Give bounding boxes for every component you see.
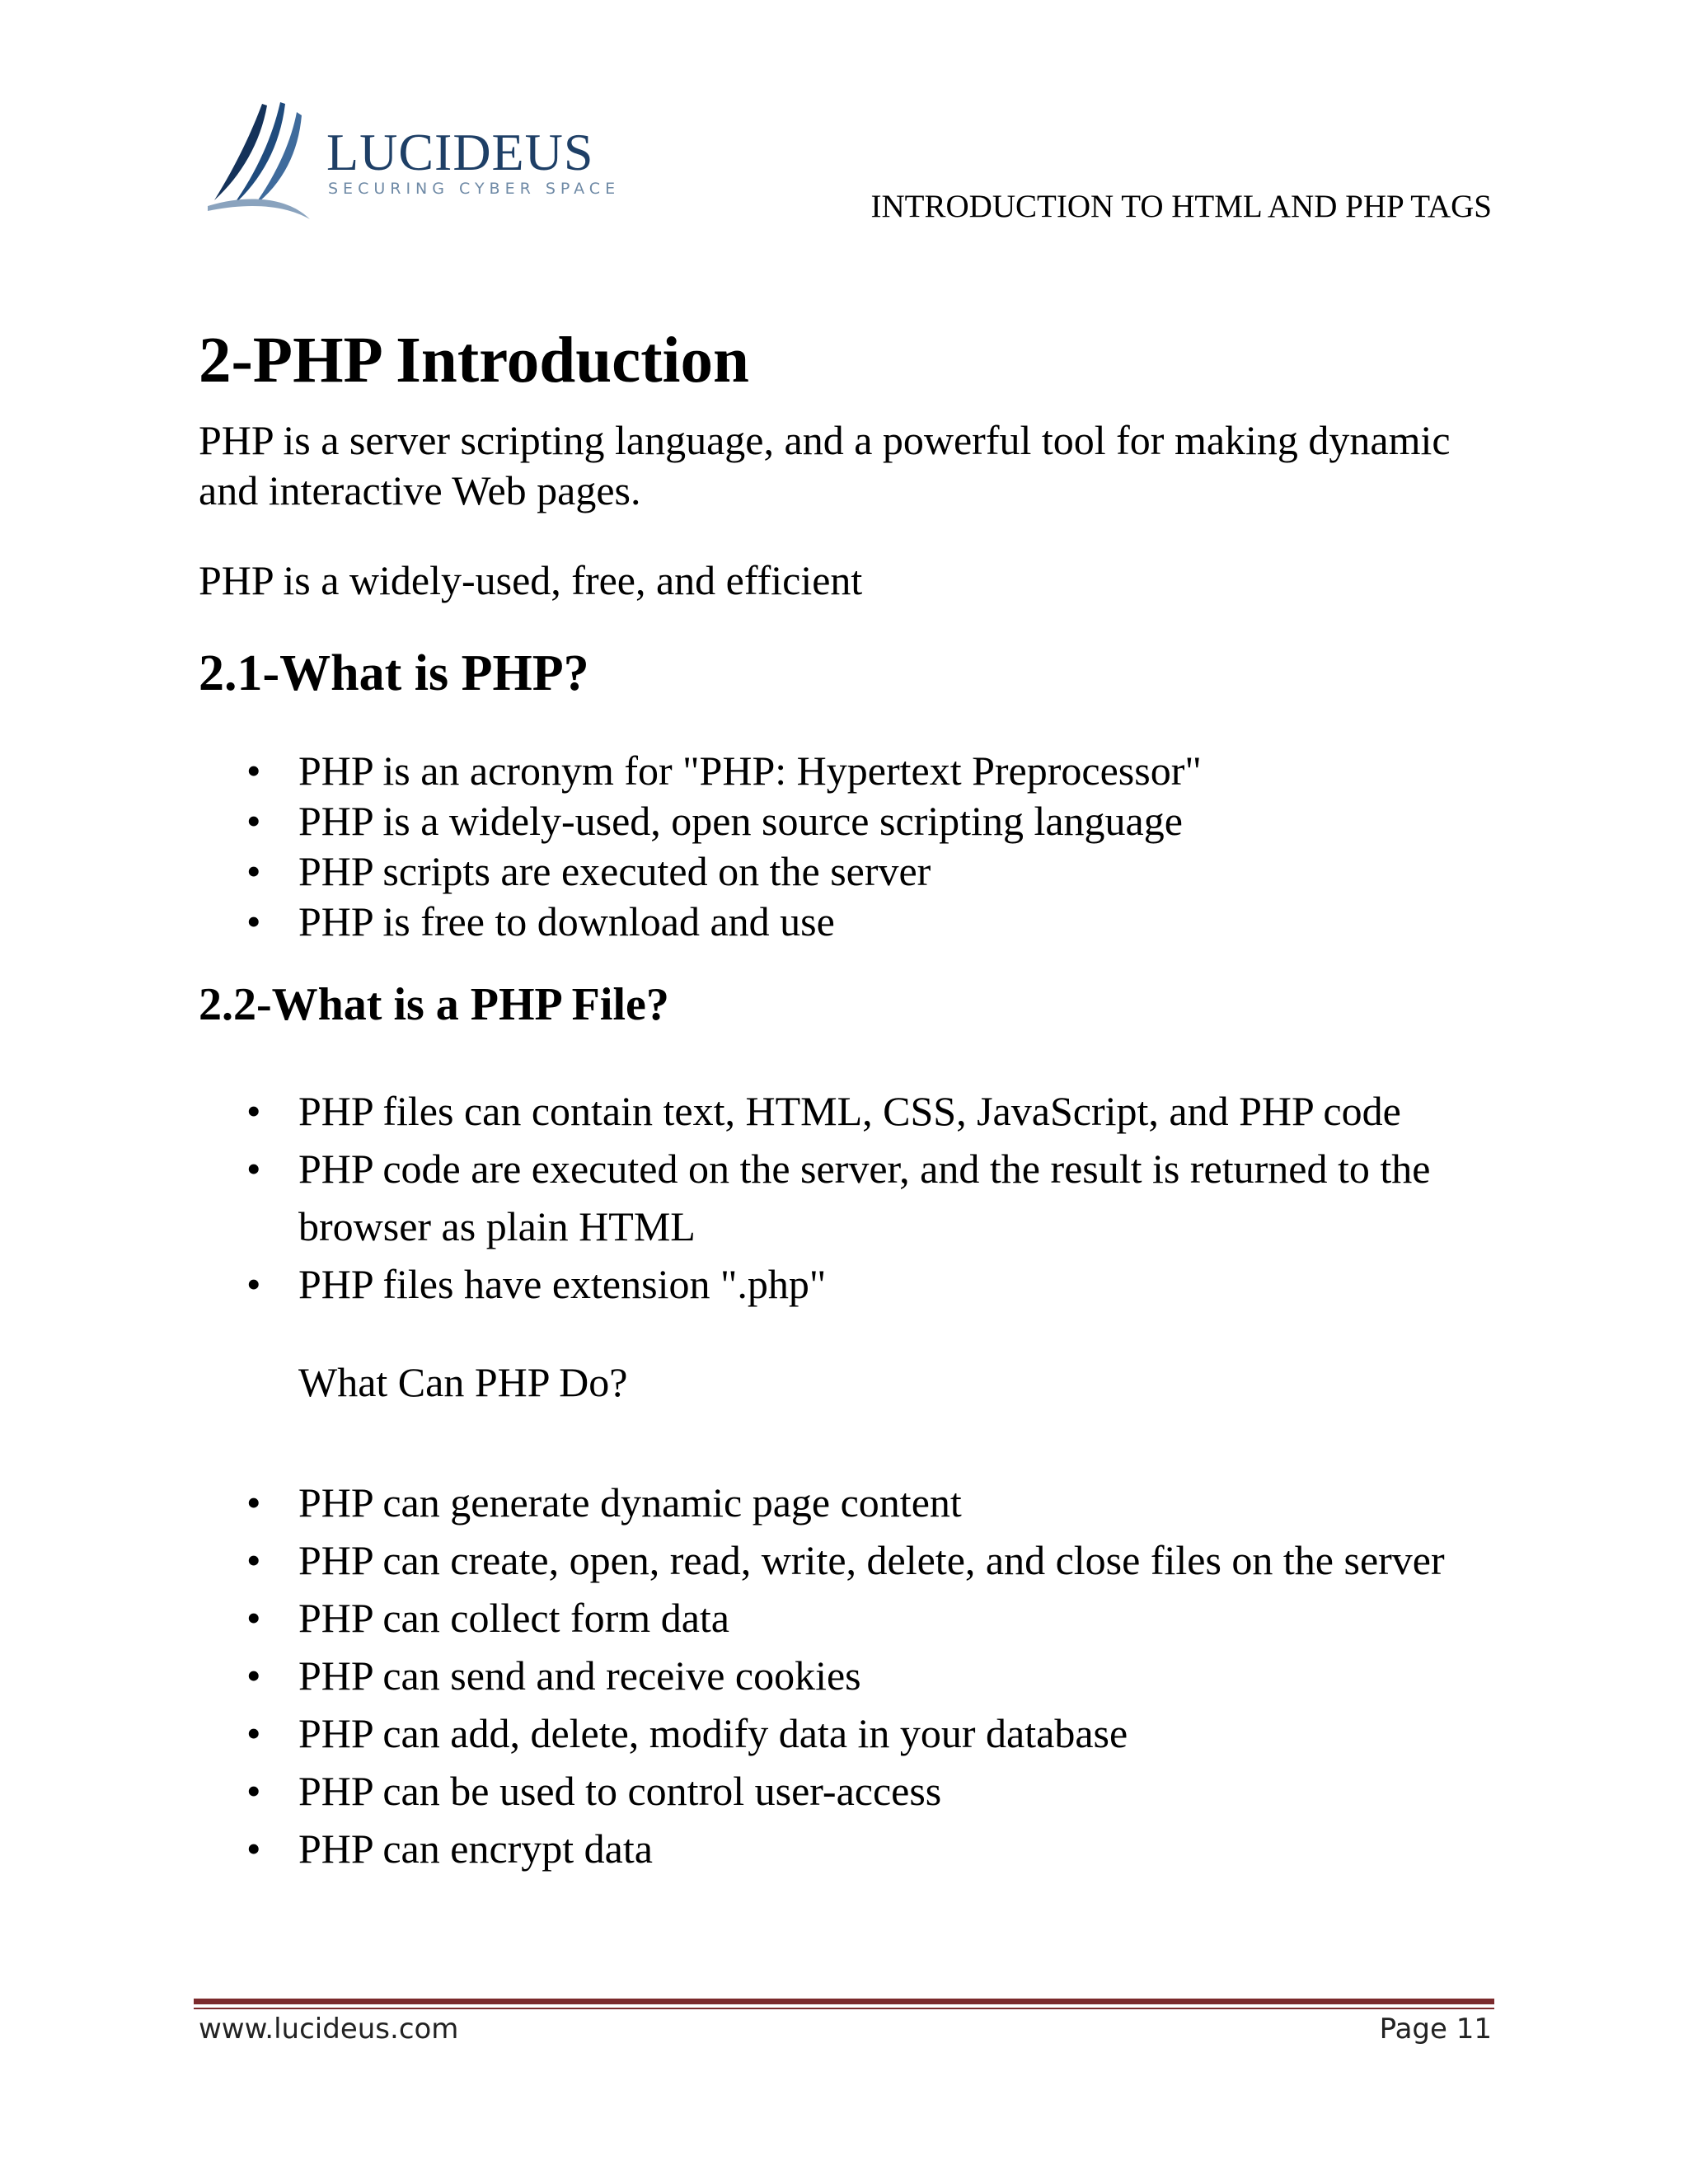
list-item-text: PHP is free to download and use [298, 898, 835, 945]
list-item [199, 1704, 1501, 1762]
list-item [199, 1082, 1501, 1140]
list-item-text: PHP files have extension ".php" [298, 1260, 827, 1307]
list-item [199, 796, 1501, 846]
bullet-icon: • [246, 1767, 261, 1814]
what-is-php-list [199, 746, 1501, 947]
bullet-icon: • [246, 1652, 261, 1699]
bullet-icon: • [246, 748, 261, 794]
list-item [199, 1647, 1501, 1704]
php-file-list [199, 1082, 1501, 1313]
bullet-icon: • [246, 1145, 261, 1192]
logo-tagline: SECURING CYBER SPACE [328, 180, 621, 198]
page-title: 2-PHP Introduction [199, 325, 749, 396]
list-item [199, 1474, 1501, 1531]
footer-divider-thin [194, 2008, 1494, 2009]
section-heading-php-file: 2.2-What is a PHP File? [199, 979, 669, 1031]
list-item-text: PHP can encrypt data [298, 1825, 653, 1872]
list-item-text: PHP can send and receive cookies [298, 1652, 861, 1699]
logo-wordmark: LUCIDEUS [326, 123, 594, 181]
list-item [199, 1255, 1501, 1313]
bullet-icon: • [246, 848, 261, 895]
bullet-icon: • [246, 1594, 261, 1641]
bullet-icon: • [246, 1087, 261, 1134]
list-item-text: PHP can collect form data [298, 1594, 729, 1641]
list-item-text: PHP scripts are executed on the server [298, 848, 931, 895]
list-item-text: PHP can add, delete, modify data in your database [298, 1709, 1128, 1756]
list-item [199, 1531, 1501, 1589]
footer-divider-thick [194, 1999, 1494, 2004]
list-item [199, 846, 1501, 897]
footer-divider [194, 1999, 1494, 2009]
list-item-text: PHP can create, open, read, write, delete, and close files on the server [298, 1536, 1445, 1583]
intro-paragraph: PHP is a server scripting language, and a powerful tool for making dynamic and interactive Web pages. [199, 416, 1451, 513]
running-header-title: INTRODUCTION TO HTML AND PHP TAGS [870, 189, 1492, 224]
list-item-text: PHP is an acronym for "PHP: Hypertext Preprocessor" [298, 748, 1202, 794]
list-item [199, 1140, 1501, 1255]
bullet-icon: • [246, 1825, 261, 1872]
section-heading-what-is-php: 2.1-What is PHP? [199, 644, 589, 701]
bullet-icon: • [246, 1479, 261, 1526]
bullet-icon: • [246, 1709, 261, 1756]
php-capabilities-list [199, 1474, 1501, 1877]
list-item [199, 746, 1501, 796]
bullet-icon: • [246, 898, 261, 945]
list-item-text: PHP files can contain text, HTML, CSS, JavaScript, and PHP code [298, 1087, 1401, 1134]
list-item [199, 897, 1501, 947]
footer-page-number: Page 11 [1379, 2013, 1492, 2046]
list-item-text: PHP is a widely-used, open source scripting language [298, 798, 1183, 845]
footer-website: www.lucideus.com [199, 2013, 459, 2046]
list-item [199, 1589, 1501, 1647]
bullet-icon: • [246, 1536, 261, 1583]
list-item [199, 1820, 1501, 1877]
company-logo [204, 97, 621, 229]
list-item-text: PHP can generate dynamic page content [298, 1479, 962, 1526]
list-item-text: PHP can be used to control user-access [298, 1767, 942, 1814]
logo-swoosh-icon [204, 97, 320, 221]
intro-line: PHP is a widely-used, free, and efficient [199, 556, 863, 603]
list-item [199, 1762, 1501, 1820]
what-can-php-do-heading: What Can PHP Do? [298, 1358, 628, 1405]
list-item-text: PHP code are executed on the server, and the result is returned to the browser as plain HTML [298, 1145, 1431, 1249]
page-content [199, 326, 1501, 1877]
bullet-icon: • [246, 1260, 261, 1307]
bullet-icon: • [246, 798, 261, 845]
